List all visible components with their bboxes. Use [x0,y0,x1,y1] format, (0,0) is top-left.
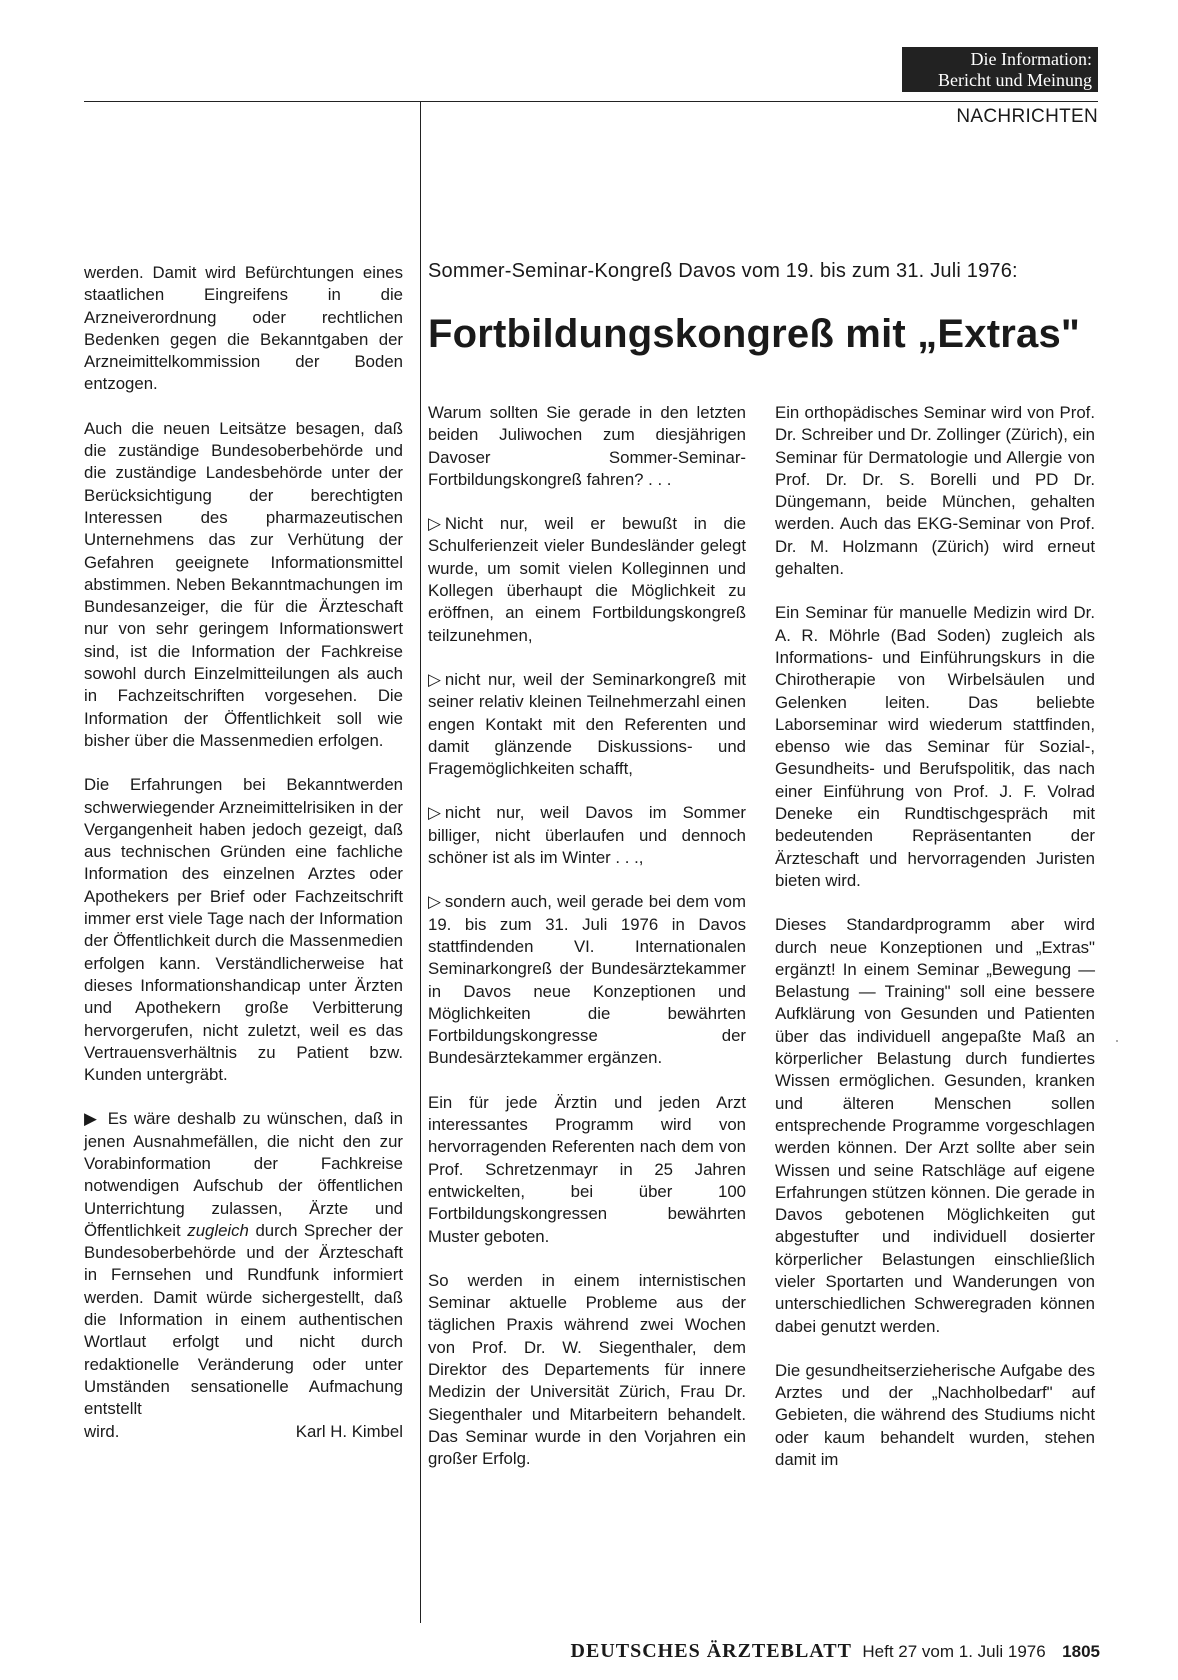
article-subtitle: Sommer-Seminar-Kongreß Davos vom 19. bis zum 31. Juli 1976: [428,260,1018,282]
header-label-line2: Bericht und Meinung [938,70,1092,90]
bullet-text: Nicht nur, weil er bewußt in die Schulferienzeit vieler Bundesländer gelegt wurde, um somit vielen Kolleginnen und Kollegen überhaupt die Möglichkeit zu eröffnen, an einem Fortbildungskongreß teilzunehmen, [428,514,746,645]
triangle-bullet-icon: ▷ [428,514,441,534]
speck [1116,1040,1118,1042]
header-label-line1: Die Information: [970,49,1092,69]
triangle-bullet-icon: ▷ [428,669,441,689]
paragraph: werden. Damit wird Befürchtungen eines staatlichen Eingreifens in die Arzneiverordnung oder rechtlichen Bedenken gegen die Bekanntgaben der Arzneimittelkommission der Boden entzogen. [84,263,403,394]
paragraph [84,1108,403,1420]
triangle-bullet-icon: ▷ [428,803,441,823]
bullet-text: nicht nur, weil Davos im Sommer billiger, nicht überlaufen und dennoch schöner ist als im Winter . . ., [428,803,746,868]
top-rule [84,101,1098,102]
journal-title: DEUTSCHES ÄRZTEBLATT [570,1640,852,1662]
paragraph: Dieses Standardprogramm aber wird durch neue Konzeptionen und „Extras" ergänzt! In einem Seminar „Bewegung — Belastung — Training" soll eine bessere Aufklärung von Gesunden und Patienten über das individuell angepaßte Maß an körperlicher Belastung durch fundiertes Wissen ermöglichen. Gesunden, kranken und älteren Menschen sollen entsprechende Programme vorgeschlagen werden können. Der Arzt sollte aber sein Wissen und seine Ratschläge auf eigene Erfahrungen stützen können. Die gerade in Davos gebotenen Möglichkeiten gut abgestufter und individuell dosierter körperlicher Belastungen einschließlich vieler Sportarten und Wanderungen von unterschiedlichen Schweregraden können dabei genutzt werden. [775,915,1095,1336]
paragraph: Die Erfahrungen bei Bekanntwerden schwerwiegender Arzneimittelrisiken in der Vergangenheit haben jedoch gezeigt, daß aus technischen Gründen eine fachliche Information des einzelnen Arztes oder Apothekers per Brief oder Fachzeitschrift immer erst viele Tage nach der Information der Öffentlichkeit durch die Massenmedien erfolgen kann. Verständlicherweise hat dieses Informationshandicap unter Ärzten und Apothekern große Verbitterung hervorgerufen, nicht zuletzt, weil es das Vertrauensverhältnis zu Patient bzw. Kunden untergräbt. [84,775,403,1085]
paragraph-part: durch Sprecher der Bundesoberbehörde und der Ärzteschaft in Fernsehen und Rundfunk informiert werden. Damit würde sichergestellt, daß die Information in einem authentischen Wortlaut erfolgt und nicht durch redaktionelle Veränderung oder unter Umständen sensationelle Aufmachung entstellt [84,1220,403,1419]
paragraph: Ein orthopädisches Seminar wird von Prof. Dr. Schreiber und Dr. Zollinger (Zürich), ein Seminar für Dermatologie und Allergie von Prof. Dr. Dr. S. Borelli und PD Dr. Düngemann, beide München, gehalten werden. Auch das EKG-Seminar von Prof. Dr. M. Holzmann (Zürich) wird erneut gehalten. [775,403,1095,579]
paragraph: Ein Seminar für manuelle Medizin wird Dr. A. R. Möhrle (Bad Soden) zugleich als Informations- und Einführungskurs in die Chirotherapie von Wirbelsäulen und Gelenken leiten. Das beliebte Laborseminar wird wiederum stattfinden, ebenso wie das Seminar für Sozial-, Gesundheits- und Berufspolitik, das nach einer Einführung von Prof. J. F. Volrad Deneke ein Rundtischgespräch mit bedeutenden Repräsentanten der Ärzteschaft und hervorragenden Juristen bieten wird. [775,603,1095,890]
header-label-box [902,47,1098,92]
bullet-text: nicht nur, weil der Seminarkongreß mit seiner relativ kleinen Teilnehmerzahl einen engen Kontakt mit den Referenten und damit glänzende Diskussions- und Fragemöglichkeiten schafft, [428,669,746,779]
paragraph: Auch die neuen Leitsätze besagen, daß die zuständige Bundesoberbehörde und die zuständige Landesbehörde unter der Berücksichtigung der berechtigten Interessen des pharmazeutischen Unternehmens das zur Verhütung der Gefahren geeignete Informationsmittel abstimmen. Neben Bekanntmachungen im Bundesanzeiger, die für die Ärzteschaft nur von sehr geringem Informationswert sind, ist die Information der Fachkreise sowohl durch Einzelmitteilungen als auch in Fachzeitschriften vorgesehen. Die Information der Öffentlichkeit soll wie bisher über die Massenmedien erfolgen. [84,418,403,750]
bullet-paragraph [428,669,746,780]
emphasis: zugleich [187,1220,249,1240]
paragraph: Warum sollten Sie gerade in den letzten beiden Juliwochen zum diesjährigen Davoser Sommer-Seminar-Fortbildungskongreß fahren? . . . [428,403,746,489]
section-title: NACHRICHTEN [956,106,1098,127]
column-divider [420,101,421,1623]
right-column [775,402,1095,1493]
article-headline: Fortbildungskongreß mit „Extras" [428,312,1081,356]
author: Karl H. Kimbel [295,1421,403,1441]
paragraph: Ein für jede Ärztin und jeden Arzt interessantes Programm wird von hervorragenden Referenten nach dem von Prof. Schretzenmayr in 25 Jahren entwickelten, bei über 100 Fortbildungskongressen bewährten Muster geboten. [428,1092,746,1246]
bullet-paragraph [428,891,746,1069]
issue-info: Heft 27 vom 1. Juli 1976 [862,1642,1046,1661]
signature-line [84,1421,403,1443]
paragraph-part: Es wäre deshalb zu wünschen, daß in jenen Ausnahmefällen, die nicht den zur Vorabinformation der Fachkreise notwendigen Aufschub der öffentlichen Unterrichtung zulassen, Ärzte und Öffentlichkeit [84,1109,403,1240]
bullet-paragraph [428,513,746,647]
middle-column [428,402,746,1492]
bullet-text: sondern auch, weil gerade bei dem vom 19. bis zum 31. Juli 1976 in Davos stattfindenden VI. Internationalen Seminarkongreß der Bundesärztekammer in Davos neue Konzeptionen und Möglichkeiten die bewährten Fortbildungskongresse der Bundesärztekammer ergänzen. [428,892,746,1068]
paragraph-end: wird. [84,1421,120,1441]
triangle-bullet-icon: ▷ [428,892,441,912]
left-column [84,262,403,1443]
arrow-bullet-icon: ▶ [84,1109,97,1129]
bullet-paragraph [428,802,746,869]
paragraph: So werden in einem internistischen Seminar aktuelle Probleme aus der täglichen Praxis während zwei Wochen von Prof. Dr. W. Siegenthaler, dem Direktor des Departements für innere Medizin der Universität Zürich, Frau Dr. Siegenthaler und Mitarbeitern behandelt. Das Seminar wurde in den Vorjahren ein großer Erfolg. [428,1270,746,1469]
page-footer [490,1640,1100,1663]
paragraph: Die gesundheitserzieherische Aufgabe des Arztes und der „Nachholbedarf" auf Gebieten, die während des Studiums nicht oder kaum behandelt wurden, stehen damit im [775,1360,1095,1470]
page-number: 1805 [1062,1642,1100,1661]
